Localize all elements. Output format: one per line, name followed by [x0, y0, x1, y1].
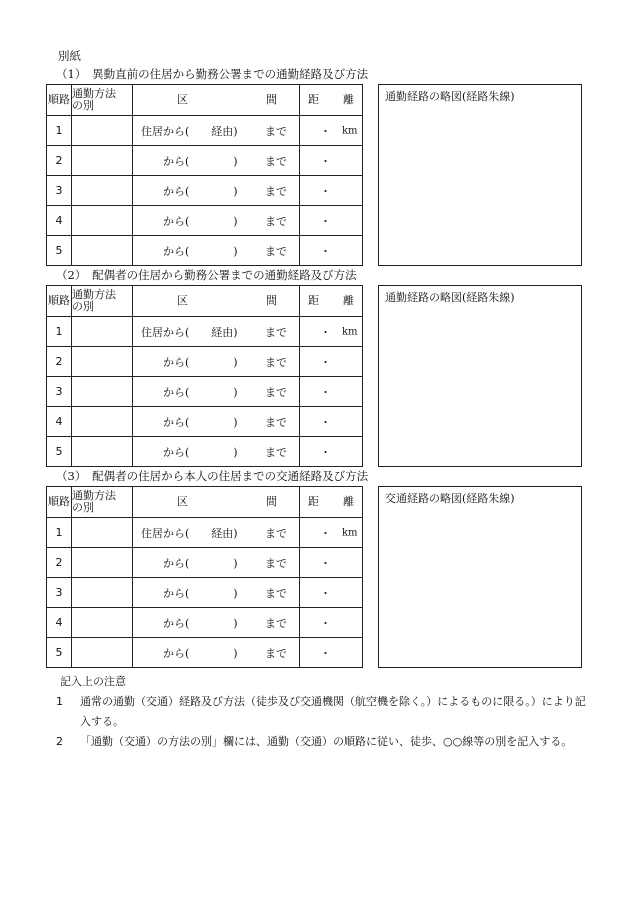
decimal-dot: ・	[320, 154, 331, 168]
header-distance-left: 距	[308, 495, 319, 508]
row-number: 1	[47, 317, 72, 347]
header-method-line1: 通勤方法	[72, 489, 116, 502]
method-cell[interactable]	[72, 548, 133, 578]
km-unit: km	[342, 326, 358, 337]
method-cell[interactable]	[72, 146, 133, 176]
distance-cell[interactable]	[300, 347, 363, 377]
table-row	[47, 437, 363, 467]
distance-cell[interactable]	[300, 548, 363, 578]
section-title-1: （1） 異動直前の住居から勤務公署までの通勤経路及び方法	[56, 67, 369, 81]
table-row	[47, 608, 363, 638]
header-distance	[300, 286, 363, 317]
made-text: まで	[265, 184, 287, 198]
header-method-line1: 通勤方法	[72, 288, 116, 301]
row-number: 4	[47, 608, 72, 638]
header-method-line2: の別	[72, 99, 94, 112]
header-order: 順路	[47, 85, 72, 116]
decimal-dot: ・	[320, 244, 331, 258]
header-method-line1: 通勤方法	[72, 87, 116, 100]
distance-cell[interactable]	[300, 377, 363, 407]
header-method	[72, 487, 133, 518]
header-method-line2: の別	[72, 501, 94, 514]
table-row	[47, 638, 363, 668]
decimal-dot: ・	[320, 556, 331, 570]
decimal-dot: ・	[320, 214, 331, 228]
made-text: まで	[265, 124, 287, 138]
decimal-dot: ・	[320, 355, 331, 369]
made-text: まで	[265, 214, 287, 228]
header-order: 順路	[47, 487, 72, 518]
notes	[56, 672, 596, 752]
from-text: から( )	[163, 355, 238, 369]
decimal-dot: ・	[320, 415, 331, 429]
method-cell[interactable]	[72, 377, 133, 407]
table-row	[47, 236, 363, 266]
row-number: 2	[47, 146, 72, 176]
from-text: から( )	[163, 445, 238, 459]
table-row	[47, 407, 363, 437]
made-text: まで	[265, 445, 287, 459]
header-distance-left: 距	[308, 93, 319, 106]
section-cell[interactable]	[133, 608, 300, 638]
table-row	[47, 548, 363, 578]
decimal-dot: ・	[320, 325, 331, 339]
header-method	[72, 286, 133, 317]
method-cell[interactable]	[72, 518, 133, 548]
row-number: 2	[47, 548, 72, 578]
map-title: 通勤経路の略図(経路朱線)	[385, 90, 515, 103]
header-method-line2: の別	[72, 300, 94, 313]
distance-cell[interactable]	[300, 146, 363, 176]
method-cell[interactable]	[72, 176, 133, 206]
section-cell[interactable]	[133, 347, 300, 377]
from-text: から( )	[163, 616, 238, 630]
from-text: から( )	[163, 385, 238, 399]
header-distance-right: 離	[343, 93, 354, 106]
header-section	[133, 487, 300, 518]
route-map-box-1[interactable]	[378, 84, 582, 266]
decimal-dot: ・	[320, 445, 331, 459]
from-text: 住居から( 経由)	[141, 526, 238, 540]
table-row	[47, 206, 363, 236]
distance-cell[interactable]	[300, 407, 363, 437]
made-text: まで	[265, 556, 287, 570]
from-text: から( )	[163, 415, 238, 429]
table-row	[47, 578, 363, 608]
from-text: から( )	[163, 184, 238, 198]
row-number: 1	[47, 116, 72, 146]
table-row	[47, 317, 363, 347]
section-cell[interactable]	[133, 377, 300, 407]
distance-cell[interactable]	[300, 578, 363, 608]
from-text: から( )	[163, 244, 238, 258]
made-text: まで	[265, 325, 287, 339]
note-text: 通常の通勤（交通）経路及び方法（徒歩及び交通機関（航空機を除く。）によるものに限る。）により記入する。	[80, 695, 586, 728]
method-cell[interactable]	[72, 608, 133, 638]
table-row	[47, 146, 363, 176]
made-text: まで	[265, 646, 287, 660]
from-text: から( )	[163, 586, 238, 600]
distance-cell[interactable]	[300, 116, 363, 146]
row-number: 1	[47, 518, 72, 548]
section-cell[interactable]	[133, 407, 300, 437]
notes-title: 記入上の注意	[60, 675, 126, 688]
section-cell[interactable]	[133, 176, 300, 206]
section-title-3: （3） 配偶者の住居から本人の住居までの交通経路及び方法	[56, 469, 369, 483]
distance-cell[interactable]	[300, 518, 363, 548]
from-text: から( )	[163, 646, 238, 660]
table-row	[47, 377, 363, 407]
route-map-box-2[interactable]	[378, 285, 582, 467]
note-item-1	[56, 692, 596, 732]
row-number: 2	[47, 347, 72, 377]
decimal-dot: ・	[320, 124, 331, 138]
section-cell[interactable]	[133, 638, 300, 668]
distance-cell[interactable]	[300, 608, 363, 638]
distance-cell[interactable]	[300, 638, 363, 668]
row-number: 5	[47, 236, 72, 266]
header-method	[72, 85, 133, 116]
row-number: 3	[47, 176, 72, 206]
table-header-row	[47, 487, 363, 518]
decimal-dot: ・	[320, 646, 331, 660]
km-unit: km	[342, 125, 358, 136]
section-cell[interactable]	[133, 317, 300, 347]
note-item-2	[56, 732, 596, 752]
method-cell[interactable]	[72, 236, 133, 266]
row-number: 3	[47, 377, 72, 407]
method-cell[interactable]	[72, 407, 133, 437]
decimal-dot: ・	[320, 616, 331, 630]
distance-cell[interactable]	[300, 317, 363, 347]
row-number: 5	[47, 437, 72, 467]
header-order: 順路	[47, 286, 72, 317]
distance-cell[interactable]	[300, 437, 363, 467]
header-distance-right: 離	[343, 495, 354, 508]
table-row	[47, 518, 363, 548]
section-cell[interactable]	[133, 206, 300, 236]
section-cell[interactable]	[133, 578, 300, 608]
from-text: から( )	[163, 214, 238, 228]
table-row	[47, 176, 363, 206]
decimal-dot: ・	[320, 586, 331, 600]
section-cell[interactable]	[133, 236, 300, 266]
section-cell[interactable]	[133, 548, 300, 578]
from-text: 住居から( 経由)	[141, 124, 238, 138]
route-table-1	[46, 84, 363, 266]
header-section-left: 区	[177, 93, 188, 106]
table-header-row	[47, 286, 363, 317]
header-distance-left: 距	[308, 294, 319, 307]
decimal-dot: ・	[320, 526, 331, 540]
method-cell[interactable]	[72, 206, 133, 236]
from-text: から( )	[163, 556, 238, 570]
table-row	[47, 116, 363, 146]
made-text: まで	[265, 526, 287, 540]
table-header-row	[47, 85, 363, 116]
row-number: 4	[47, 407, 72, 437]
note-number: 2	[56, 735, 63, 748]
distance-cell[interactable]	[300, 176, 363, 206]
decimal-dot: ・	[320, 184, 331, 198]
section-title-2: （2） 配偶者の住居から勤務公署までの通勤経路及び方法	[56, 268, 357, 282]
note-text: 「通勤（交通）の方法の別」欄には、通勤（交通）の順路に従い、徒歩、○○線等の別を記入する。	[80, 735, 573, 748]
made-text: まで	[265, 385, 287, 399]
header-section-right: 間	[266, 93, 277, 106]
header-section	[133, 85, 300, 116]
distance-cell[interactable]	[300, 206, 363, 236]
method-cell[interactable]	[72, 347, 133, 377]
made-text: まで	[265, 154, 287, 168]
from-text: 住居から( 経由)	[141, 325, 238, 339]
method-cell[interactable]	[72, 317, 133, 347]
route-table-2	[46, 285, 363, 467]
row-number: 5	[47, 638, 72, 668]
document-label: 別紙	[58, 49, 81, 63]
header-distance	[300, 85, 363, 116]
header-section-right: 間	[266, 294, 277, 307]
row-number: 4	[47, 206, 72, 236]
section-cell[interactable]	[133, 116, 300, 146]
method-cell[interactable]	[72, 437, 133, 467]
made-text: まで	[265, 415, 287, 429]
note-number: 1	[56, 695, 63, 708]
decimal-dot: ・	[320, 385, 331, 399]
map-title: 通勤経路の略図(経路朱線)	[385, 291, 515, 304]
section-cell[interactable]	[133, 518, 300, 548]
made-text: まで	[265, 355, 287, 369]
route-table-3	[46, 486, 363, 668]
header-section-left: 区	[177, 294, 188, 307]
method-cell[interactable]	[72, 578, 133, 608]
distance-cell[interactable]	[300, 236, 363, 266]
header-section-left: 区	[177, 495, 188, 508]
header-distance	[300, 487, 363, 518]
made-text: まで	[265, 616, 287, 630]
made-text: まで	[265, 586, 287, 600]
from-text: から( )	[163, 154, 238, 168]
method-cell[interactable]	[72, 116, 133, 146]
km-unit: km	[342, 527, 358, 538]
header-section-right: 間	[266, 495, 277, 508]
made-text: まで	[265, 244, 287, 258]
table-row	[47, 347, 363, 377]
header-distance-right: 離	[343, 294, 354, 307]
header-section	[133, 286, 300, 317]
section-cell[interactable]	[133, 437, 300, 467]
route-map-box-3[interactable]	[378, 486, 582, 668]
method-cell[interactable]	[72, 638, 133, 668]
section-cell[interactable]	[133, 146, 300, 176]
map-title: 交通経路の略図(経路朱線)	[385, 492, 515, 505]
row-number: 3	[47, 578, 72, 608]
